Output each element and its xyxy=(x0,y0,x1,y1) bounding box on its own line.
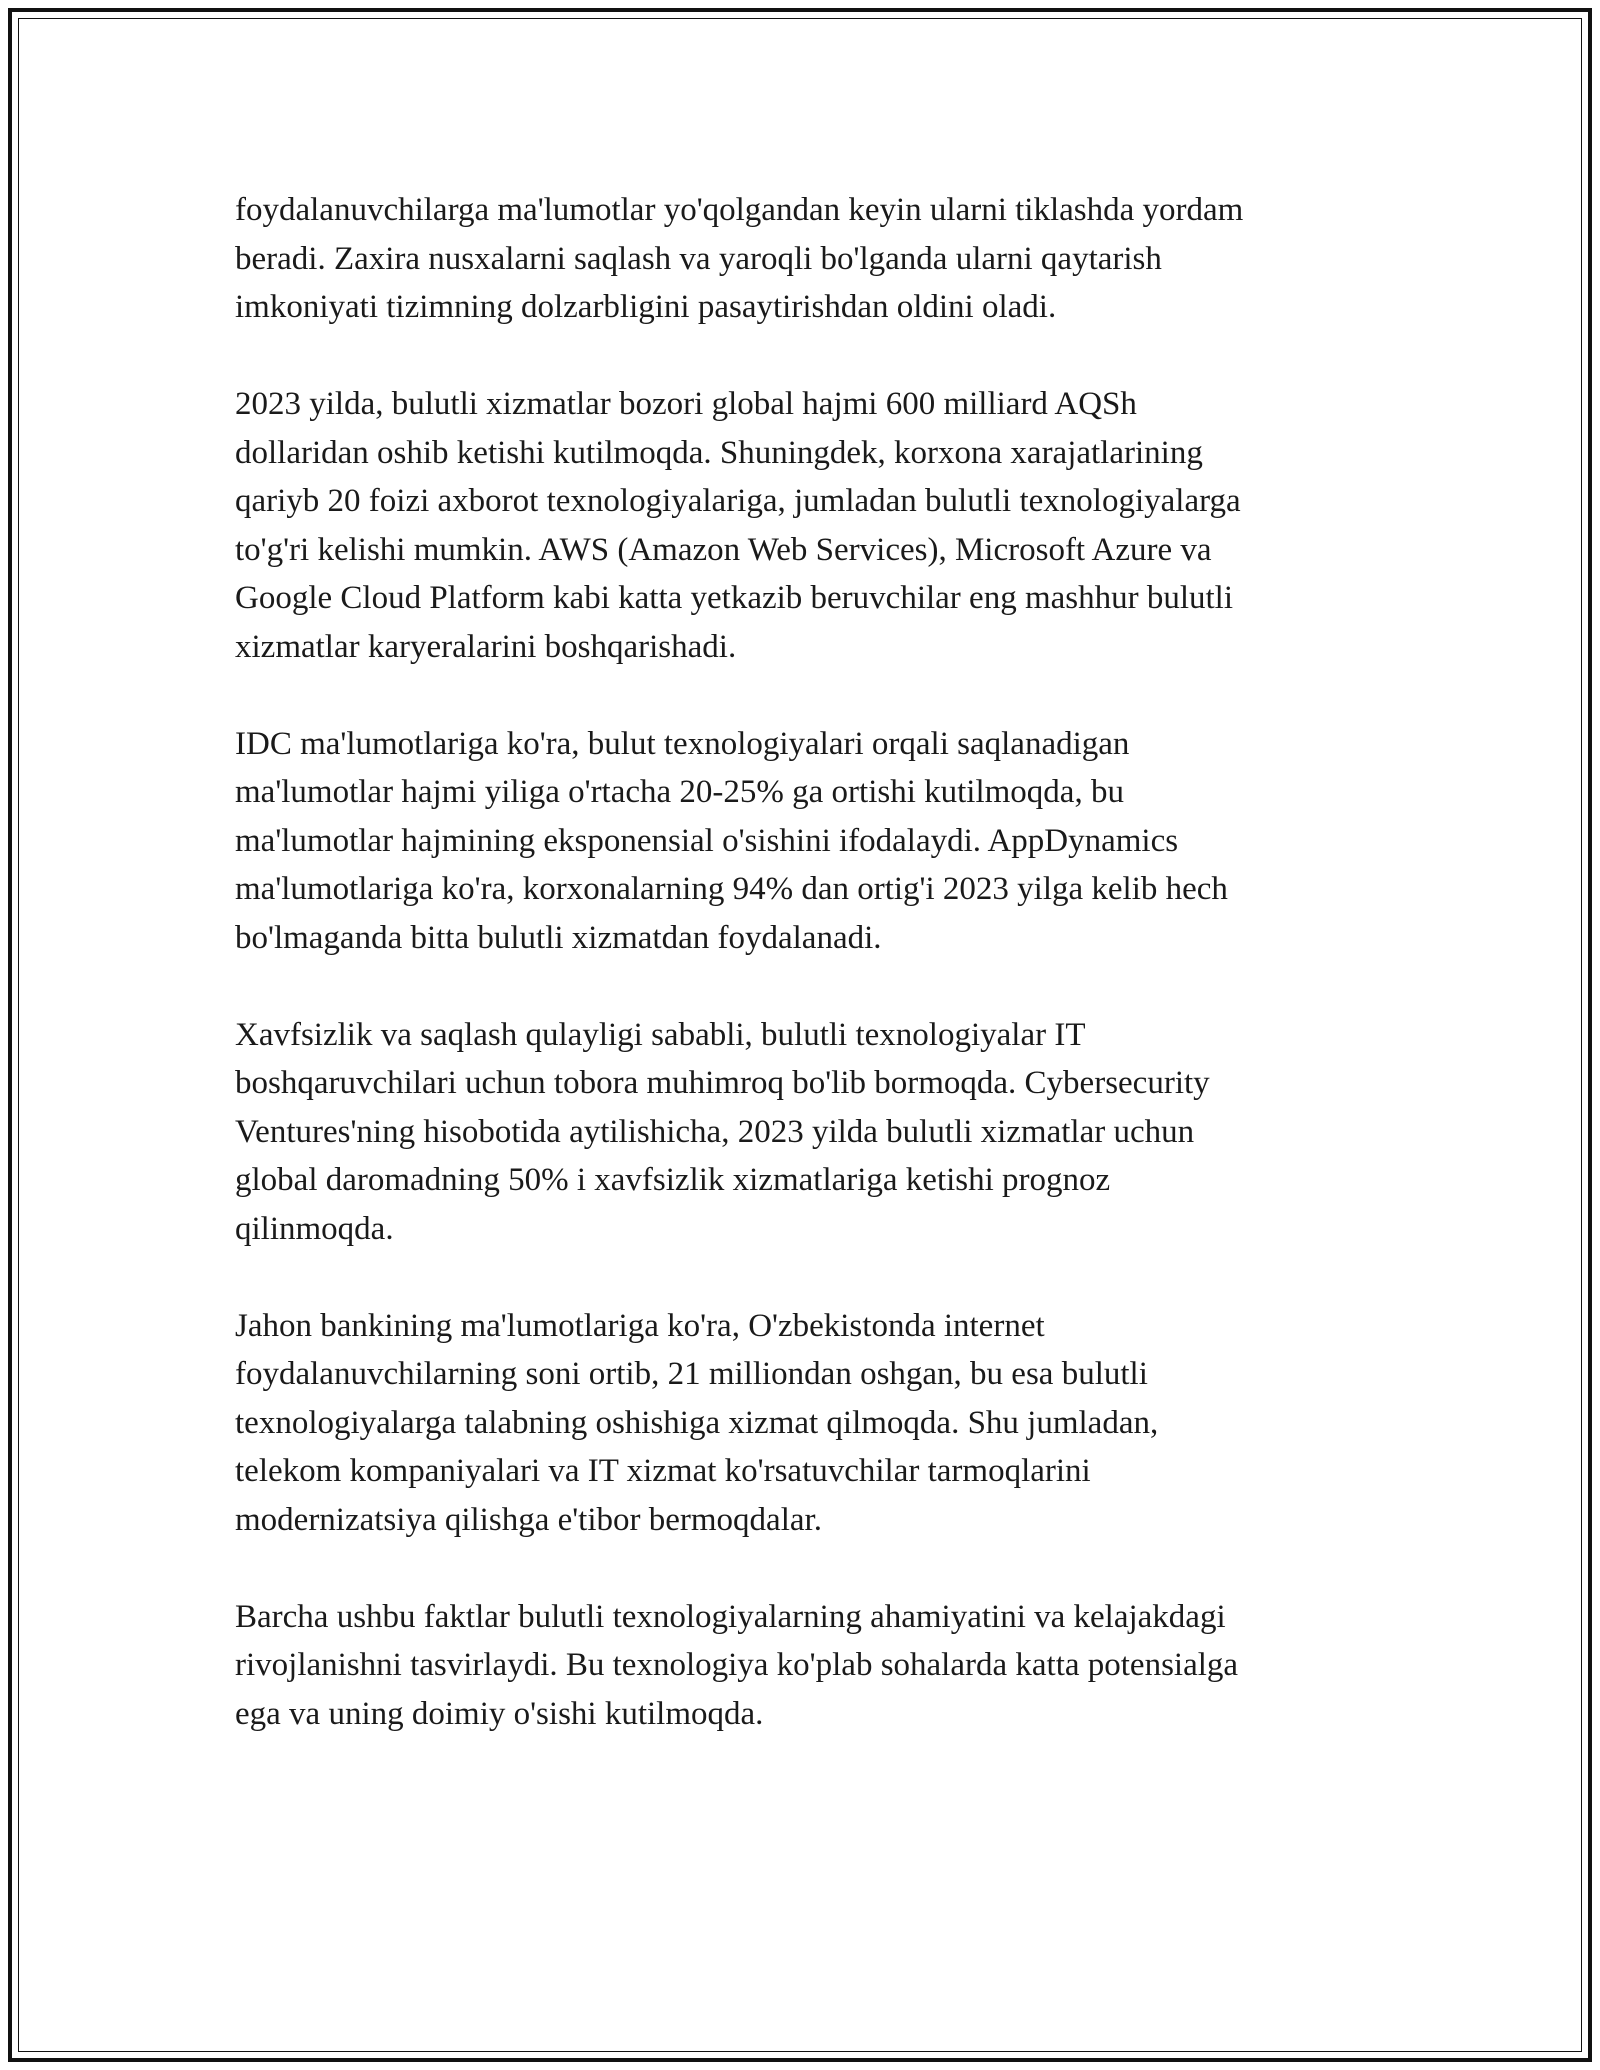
paragraph-conclusion: Barcha ushbu faktlar bulutli texnologiyalarning ahamiyatini va kelajakdagi rivojlanishni tasvirlaydi. Bu texnologiya ko'plab sohalarda katta potensialga ega va uning doimiy o'sishi kutilmoqda. xyxy=(235,1598,1239,1732)
document-body xyxy=(235,186,1365,1787)
paragraph-security: Xavfsizlik va saqlash qulayligi sababli, bulutli texnologiyalar IT boshqaruvchilari uchun tobora muhimroq bo'lib bormoqda. Cybersecurity Ventures'ning hisobotida aytilishicha, 2023 yilda bulutli xizmatlar uchun global daromadning 50% i xavfsizlik xizmatlariga ketishi prognoz qilinmoqda. xyxy=(235,1016,1210,1247)
paragraph-cloud-market-size: 2023 yilda, bulutli xizmatlar bozori global hajmi 600 milliard AQSh dollaridan oshib ketishi kutilmoqda. Shuningdek, korxona xarajatlarining qariyb 20 foizi axborot texnologiyalariga, jumladan bulutli texnologiyalarga to'g'ri kelishi mumkin. AWS (Amazon Web Services), Microsoft Azure va Google Cloud Platform kabi katta yetkazib beruvchilar eng mashhur bulutli xizmatlar karyeralarini boshqarishadi. xyxy=(235,386,1241,665)
paragraph-idc-growth: IDC ma'lumotlariga ko'ra, bulut texnologiyalari orqali saqlanadigan ma'lumotlar hajmi yiliga o'rtacha 20-25% ga ortishi kutilmoqda, bu ma'lumotlar hajmining eksponensial o'sishini ifodalaydi. AppDynamics ma'lumotlariga ko'ra, korxonalarning 94% dan ortig'i 2023 yilga kelib hech bo'lmaganda bitta bulutli xizmatdan foydalanadi. xyxy=(235,725,1228,956)
paragraph-data-recovery: foydalanuvchilarga ma'lumotlar yo'qolgandan keyin ularni tiklashda yordam beradi. Zaxira nusxalarni saqlash va yaroqli bo'lganda ularni qaytarish imkoniyati tizimning dolzarbligini pasaytirishdan oldini oladi. xyxy=(235,192,1244,325)
paragraph-uzbekistan-internet: Jahon bankining ma'lumotlariga ko'ra, O'zbekistonda internet foydalanuvchilarning soni ortib, 21 milliondan oshgan, bu esa bulutli texnologiyalarga talabning oshishiga xizmat qilmoqda. Shu jumladan, telekom kompaniyalari va IT xizmat ko'rsatuvchilar tarmoqlarini modernizatsiya qilishga e'tibor bermoqdalar. xyxy=(235,1307,1159,1538)
